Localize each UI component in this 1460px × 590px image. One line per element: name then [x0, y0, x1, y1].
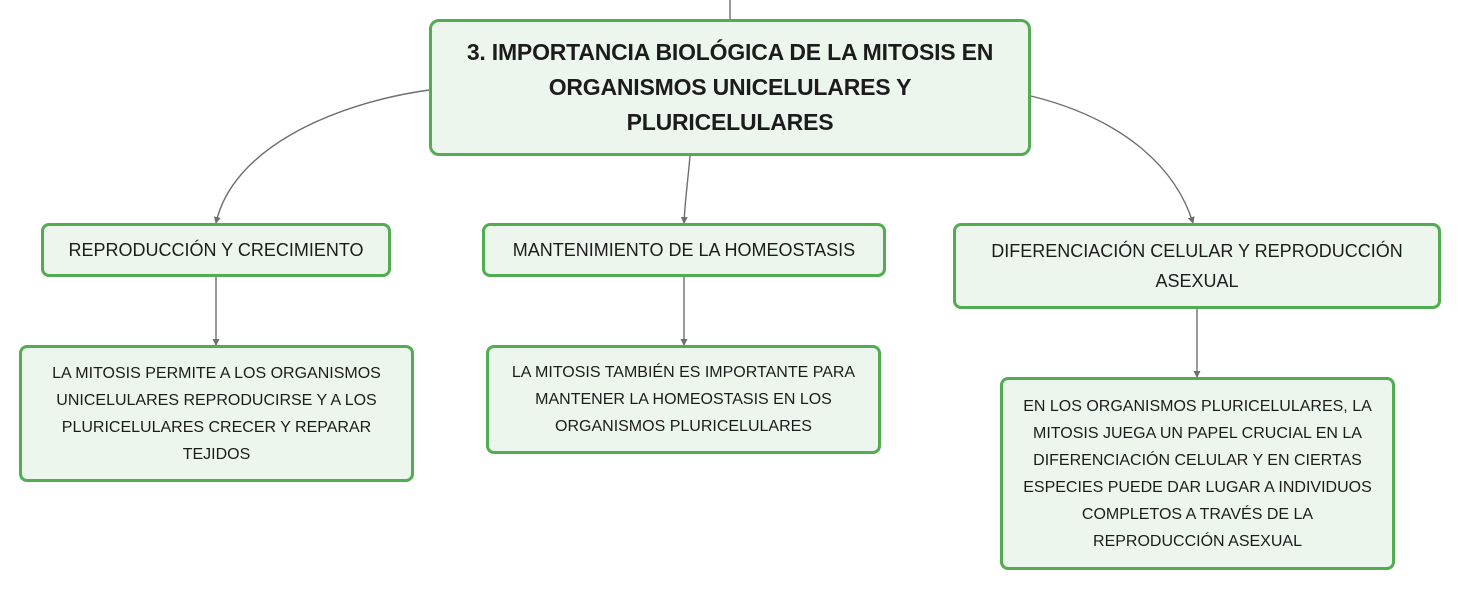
- connector-root-to-branch-1: [216, 90, 429, 223]
- detail-diferenciacion-node[interactable]: [1000, 377, 1395, 570]
- root-topic-title: 3. IMPORTANCIA BIOLÓGICA DE LA MITOSIS EN ORGANISMOS UNICELULARES Y PLURICELULARES: [466, 39, 994, 135]
- subtopic-reproduccion-node[interactable]: [41, 223, 391, 277]
- detail-diferenciacion-text: EN LOS ORGANISMOS PLURICELULARES, LA MITOSIS JUEGA UN PAPEL CRUCIAL EN LA DIFERENCIACIÓN CELULAR Y EN CIERTAS ESPECIES PUEDE DAR LUGAR A INDIVIDUOS COMPLETOS A TRAVÉS DE LA REPRODUCCIÓN ASEXUAL: [1023, 397, 1372, 550]
- detail-homeostasis-node[interactable]: [486, 345, 881, 454]
- root-topic-node[interactable]: [429, 19, 1031, 156]
- detail-homeostasis-text: LA MITOSIS TAMBIÉN ES IMPORTANTE PARA MANTENER LA HOMEOSTASIS EN LOS ORGANISMOS PLURICELULARES: [511, 364, 856, 435]
- subtopic-homeostasis-node[interactable]: [482, 223, 886, 277]
- connector-root-to-branch-2: [684, 156, 690, 223]
- subtopic-reproduccion-label: REPRODUCCIÓN Y CRECIMIENTO: [68, 240, 364, 260]
- detail-reproduccion-node[interactable]: [19, 345, 414, 482]
- subtopic-diferenciacion-node[interactable]: [953, 223, 1441, 309]
- subtopic-diferenciacion-label: DIFERENCIACIÓN CELULAR Y REPRODUCCIÓN ASEXUAL: [991, 241, 1403, 291]
- connector-root-to-branch-3: [1031, 96, 1193, 223]
- detail-reproduccion-text: LA MITOSIS PERMITE A LOS ORGANISMOS UNICELULARES REPRODUCIRSE Y A LOS PLURICELULARES CRECER Y REPARAR TEJIDOS: [52, 364, 381, 463]
- subtopic-homeostasis-label: MANTENIMIENTO DE LA HOMEOSTASIS: [512, 240, 856, 260]
